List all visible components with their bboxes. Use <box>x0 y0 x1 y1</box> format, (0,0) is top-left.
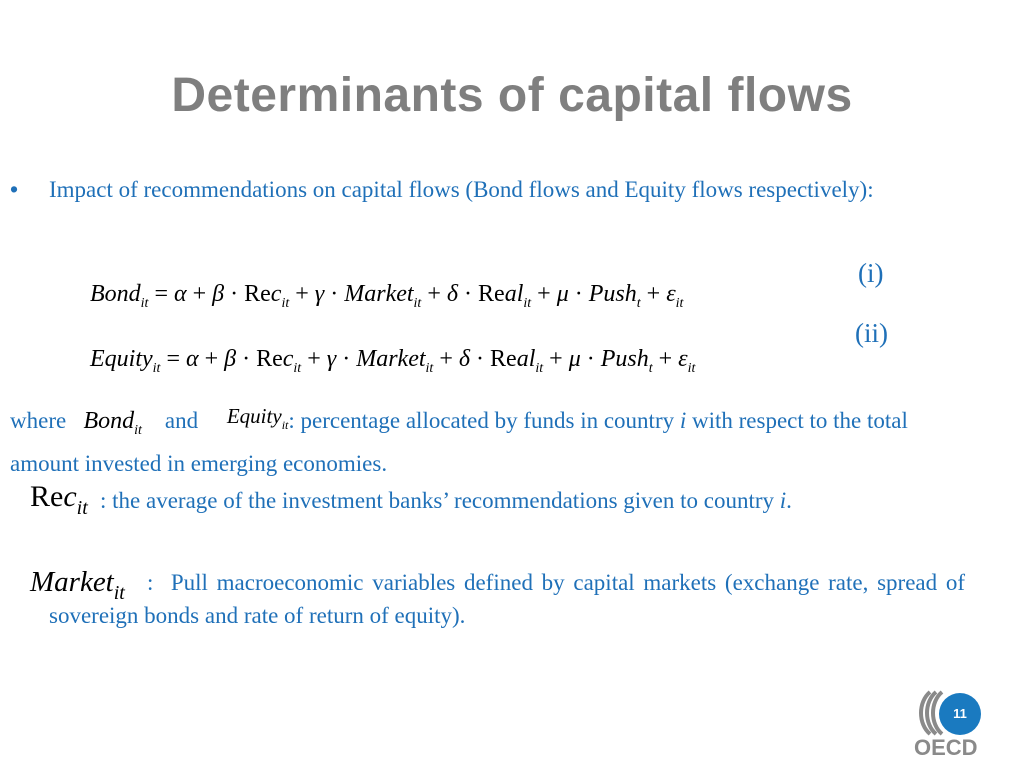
rec-definition: : the average of the investment banks’ recommendations given to country i. <box>100 488 792 513</box>
page-number: 11 <box>939 693 981 735</box>
bullet-text: Impact of recommendations on capital flows (Bond flows and Equity flows respectively): <box>49 177 874 202</box>
svg-text:OECD: OECD <box>914 735 978 758</box>
rec-symbol: Rec$_{it}$ <box>30 480 88 519</box>
eq-lhs: Bond <box>90 281 141 307</box>
bullet-dot: • <box>10 176 19 202</box>
bullet-item <box>10 173 965 206</box>
equity-symbol: Equity$_{it}$ <box>226 404 289 432</box>
equation-equity: Equity$_{it}$ = α + β · Rec$_{it}$ + γ · Market$_{it}$ + δ · Real$_{it}$ + μ · Push$_t$ + $\varepsilon_{it}$ <box>90 346 696 376</box>
slide-title: Determinants of capital flows <box>171 69 853 122</box>
equation-label-i: (i) <box>858 258 884 288</box>
bond-symbol: Bond$_{it}$ <box>83 408 142 438</box>
equation-bond: Bond$_{it}$ = α + β · Rec$_{it}$ + γ · Market$_{it}$ + δ · Real$_{it}$ + μ · Push$_t$ + $\varepsilon_{it}$ <box>90 281 684 311</box>
market-definition: : Pull macroeconomic variables defined by capital markets (exchange rate, spread of sovereign bonds and rate of return of equity). <box>49 570 965 628</box>
eq-lhs: Equity <box>90 346 153 372</box>
equation-label-ii: (ii) <box>855 318 888 348</box>
where-paragraph: where Bond$_{it}$ and Equity$_{it}$: percentage allocated by funds in country i with respect to the total amount invested in emerging economies. <box>10 404 908 476</box>
market-symbol: Market$_{it}$ <box>30 566 125 604</box>
